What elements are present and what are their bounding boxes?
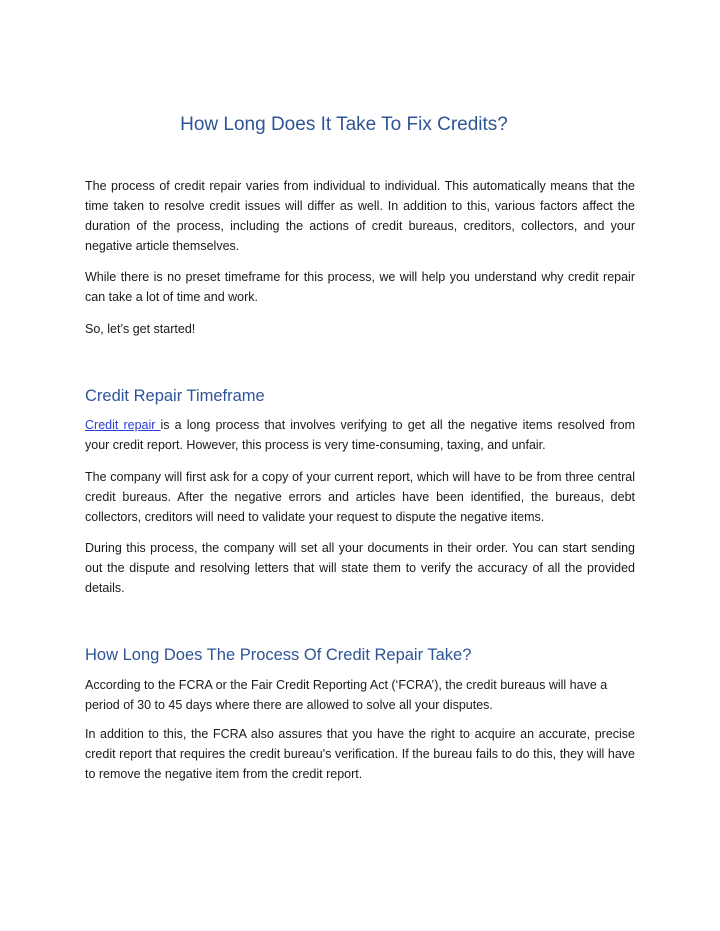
intro-paragraph-2: While there is no preset timeframe for this process, we will help you understand why credit repair can take a lot of time and work. xyxy=(85,270,635,304)
process-paragraph-2: In addition to this, the FCRA also assures that you have the right to acquire an accurate, precise credit report that requires the credit bureau's verification. If the bureau fails to do this, they will have to remove the negative item from the credit report. xyxy=(85,727,635,781)
intro-paragraph-1-block xyxy=(85,176,635,256)
timeframe-paragraph-3-block xyxy=(85,538,635,598)
intro-paragraph-1: The process of credit repair varies from individual to individual. This automatically means that the time taken to resolve credit issues will differ as well. In addition to this, various factors affect the duration of the process, including the actions of credit bureaus, creditors, collectors, and your negative article themselves. xyxy=(85,179,635,253)
process-paragraph-1: According to the FCRA or the Fair Credit Reporting Act (‘FCRA’), the credit bureaus will have a period of 30 to 45 days where there are allowed to solve all your disputes. xyxy=(85,678,608,712)
timeframe-paragraph-3: During this process, the company will set all your documents in their order. You can start sending out the dispute and resolving letters that will state them to verify the accuracy of all the provided details. xyxy=(85,541,635,595)
page-title: How Long Does It Take To Fix Credits? xyxy=(180,114,508,135)
timeframe-paragraph-1 xyxy=(85,415,635,455)
process-paragraph-2-block xyxy=(85,724,635,784)
section-heading-process: How Long Does The Process Of Credit Repair Take? xyxy=(85,646,472,664)
section-heading-timeframe: Credit Repair Timeframe xyxy=(85,387,265,405)
timeframe-paragraph-1-block xyxy=(85,415,635,455)
timeframe-paragraph-2: The company will first ask for a copy of your current report, which will have to be from three central credit bureaus. After the negative errors and articles have been identified, the bureaus, debt collectors, creditors will need to validate your request to dispute the negative items. xyxy=(85,470,635,524)
intro-paragraph-3: So, let’s get started! xyxy=(85,322,196,336)
credit-repair-link[interactable]: Credit repair xyxy=(85,418,161,432)
intro-paragraph-3-block xyxy=(85,319,635,339)
process-paragraph-1-block xyxy=(85,675,635,715)
intro-paragraph-2-block xyxy=(85,267,635,307)
timeframe-paragraph-1-text: is a long process that involves verifying to get all the negative items resolved from your credit report. However, this process is very time-consuming, taxing, and unfair. xyxy=(85,418,635,452)
section-heading-process-block xyxy=(85,644,635,666)
section-heading-timeframe-block xyxy=(85,385,635,407)
timeframe-paragraph-2-block xyxy=(85,467,635,527)
